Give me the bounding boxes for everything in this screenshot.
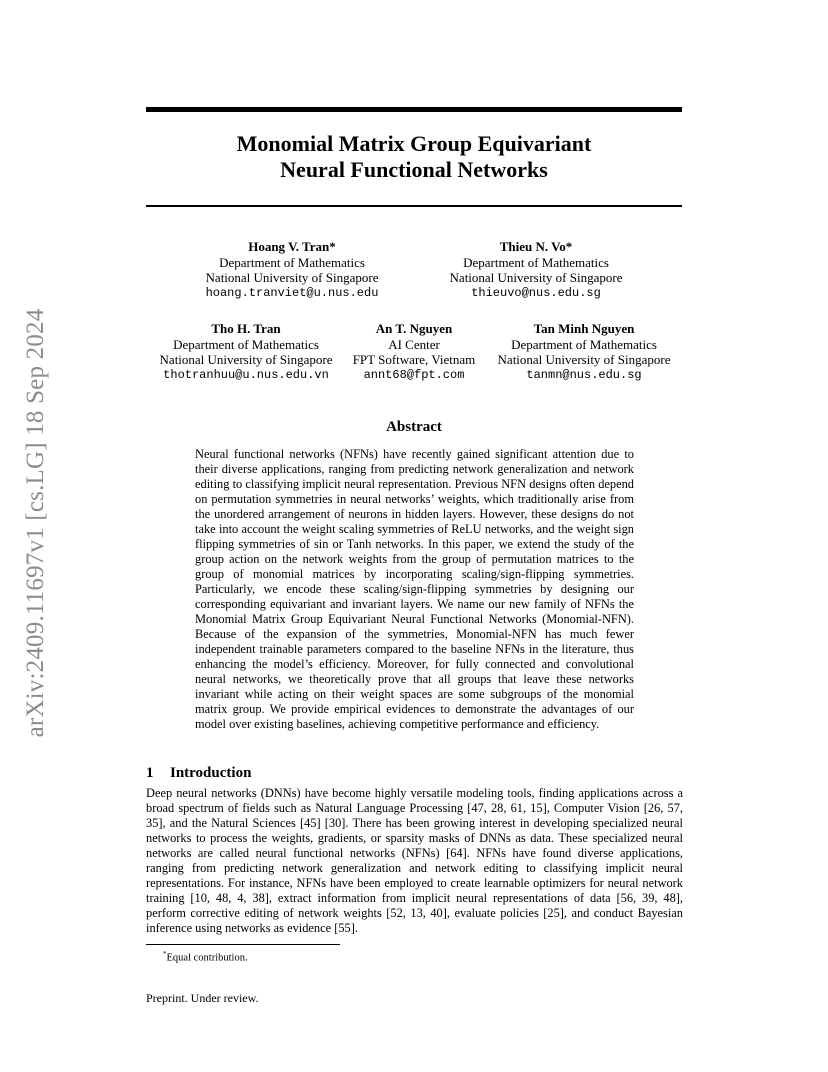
author-block [346, 321, 482, 383]
author-affiliation: National University of Singapore [497, 352, 671, 367]
arxiv-identifier-text: arXiv:2409.11697v1 [cs.LG] 18 Sep 2024 [22, 308, 49, 738]
author-block [148, 321, 344, 383]
author-name: An T. Nguyen [375, 321, 453, 336]
title-bottom-rule [146, 205, 682, 207]
author-name: Tho H. Tran [211, 321, 281, 336]
author-email: thotranhuu@u.nus.edu.vn [163, 367, 329, 382]
title-top-rule [146, 107, 682, 112]
arxiv-identifier [24, 288, 48, 758]
author-department: Department of Mathematics [173, 336, 319, 352]
author-email: annt68@fpt.com [363, 367, 465, 382]
section-number: 1 [146, 765, 154, 781]
section-title: Introduction [170, 765, 252, 781]
author-department: Department of Mathematics [463, 254, 609, 270]
author-email: tanmn@nus.edu.sg [526, 367, 642, 382]
author-name: Tan Minh Nguyen [533, 321, 635, 336]
footnote [163, 950, 248, 964]
author-block [486, 321, 682, 383]
preprint-note: Preprint. Under review. [146, 991, 259, 1005]
author-block [426, 239, 646, 301]
author-email: hoang.tranviet@u.nus.edu [205, 285, 379, 300]
footnote-rule [146, 944, 340, 945]
paper-title [146, 131, 682, 183]
author-department: AI Center [388, 336, 440, 352]
author-affiliation: FPT Software, Vietnam [352, 352, 476, 367]
author-affiliation: National University of Singapore [159, 352, 333, 367]
title-line-2: Neural Functional Networks [280, 157, 548, 182]
author-affiliation: National University of Singapore [205, 270, 379, 285]
author-department: Department of Mathematics [511, 336, 657, 352]
author-email: thieuvo@nus.edu.sg [471, 285, 601, 300]
author-name: Hoang V. Tran* [248, 239, 336, 254]
section-heading [146, 765, 251, 782]
introduction-body: Deep neural networks (DNNs) have become highly versatile modeling tools, finding applications across a broad spectrum of fields such as Natural Language Processing [47, 28, 61, 15], Computer Vision [26, 57, 35], and the Natural Sciences [45] [30]. There has been growing interest in developing specialized neural networks to process the weights, gradients, or sparsity masks of DNNs as data. These specialized neural networks are called neural functional networks (NFNs) [64]. NFNs have found diverse applications, ranging from predicting network generalization and network editing to classifying implicit neural representations. For instance, NFNs have been employed to create learnable optimizers for neural network training [10, 48, 4, 38], extract information from implicit neural representations of data [56, 39, 48], perform corrective editing of network weights [52, 13, 40], evaluate policies [25], and conduct Bayesian inference using networks as evidence [55]. [146, 786, 683, 935]
author-affiliation: National University of Singapore [449, 270, 623, 285]
abstract-body: Neural functional networks (NFNs) have recently gained significant attention due to their diverse applications, ranging from predicting network generalization and network editing to classifying implicit neural representation. Previous NFN designs often depend on permutation symmetries in neural networks’ weights, which traditionally arise from the unordered arrangement of neurons in hidden layers. However, these designs do not take into account the weight scaling symmetries of ReLU networks, and the weight sign flipping symmetries of sin or Tanh networks. In this paper, we extend the study of the group action on the network weights from the group of permutation matrices to the group of monomial matrices by incorporating scaling/sign-flipping symmetries. Particularly, we encode these scaling/sign-flipping symmetries by designing our corresponding equivariant and invariant layers. We name our new family of NFNs the Monomial Matrix Group Equivariant Neural Functional Networks (Monomial-NFN). Because of the expansion of the symmetries, Monomial-NFN has much fewer independent trainable parameters compared to the baseline NFNs in the literature, thus enhancing the model’s efficiency. Moreover, for fully connected and convolutional neural networks, we theoretically prove that all groups that leave these networks invariant while acting on their weight spaces are some subgroups of the monomial matrix group. We provide empirical evidences to demonstrate the advantages of our model over existing baselines, achieving competitive performance and efficiency. [195, 447, 634, 731]
author-block [182, 239, 402, 301]
author-name: Thieu N. Vo* [499, 239, 573, 254]
footnote-mark: * [163, 950, 167, 958]
abstract-heading: Abstract [386, 419, 442, 435]
author-department: Department of Mathematics [219, 254, 365, 270]
title-line-1: Monomial Matrix Group Equivariant [236, 131, 592, 156]
footnote-text: Equal contribution. [166, 952, 248, 964]
